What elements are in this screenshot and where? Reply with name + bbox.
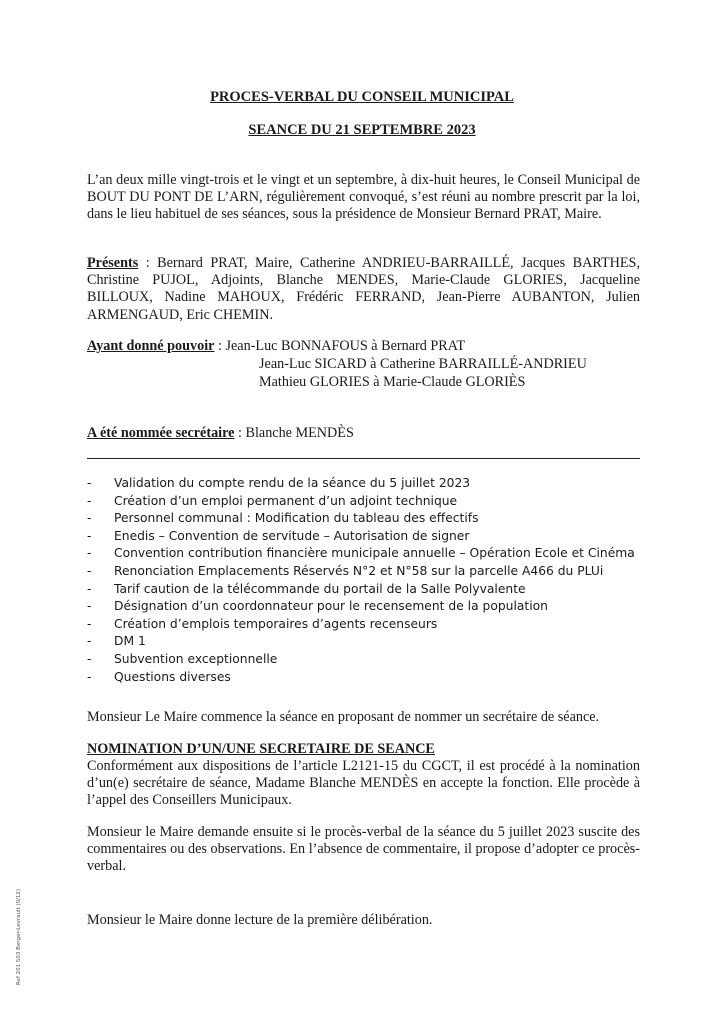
opening-paragraph: Monsieur Le Maire commence la séance en proposant de nommer un secrétaire de séance.	[87, 709, 600, 725]
proxy-first-line	[87, 338, 465, 355]
agenda-item	[87, 475, 647, 493]
agenda-item-text: Création d’un emploi permanent d’un adjoint technique	[114, 493, 458, 508]
agenda-item	[87, 493, 647, 511]
margin-reference: Ref 201 503 Berger-Levrault (0/12)	[16, 888, 22, 985]
agenda-dash: -	[87, 563, 92, 578]
agenda-item	[87, 651, 647, 669]
agenda-item	[87, 563, 647, 581]
agenda-item-text: Désignation d’un coordonnateur pour le recensement de la population	[114, 599, 548, 614]
separator-rule	[87, 458, 640, 459]
secretary-label: A été nommée secrétaire	[87, 425, 235, 441]
proxy-line-2: Jean-Luc SICARD à Catherine BARRAILLÉ-ANDRIEU	[259, 356, 587, 372]
agenda-dash: -	[87, 616, 92, 631]
agenda-dash: -	[87, 599, 92, 614]
agenda-item-text: Questions diverses	[114, 669, 231, 684]
agenda-item	[87, 598, 647, 616]
presents-label: Présents	[87, 255, 139, 271]
secretary-line	[87, 425, 354, 442]
agenda-item-text: Renonciation Emplacements Réservés N°2 et N°58 sur la parcelle A466 du PLUi	[114, 563, 604, 578]
proxy-line-3: Mathieu GLORIES à Marie-Claude GLORIÈS	[259, 374, 526, 390]
secretary-text: : Blanche MENDÈS	[234, 425, 354, 441]
agenda-item-text: Création d’emplois temporaires d’agents recenseurs	[114, 616, 438, 631]
nomination-paragraph: Conformément aux dispositions de l’article L2121-15 du CGCT, il est procédé à la nomination d’un(e) secrétaire de séance, Madame Blanche MENDÈS en accepte la fonction. Elle procède à l’appel des Conseillers Municipaux.	[87, 758, 640, 809]
agenda-dash: -	[87, 546, 92, 561]
agenda-dash: -	[87, 476, 92, 490]
presents-paragraph	[87, 255, 640, 324]
nomination-heading: NOMINATION D’UN/UNE SECRETAIRE DE SEANCE	[87, 741, 435, 757]
session-date-title: SEANCE DU 21 SEPTEMBRE 2023	[248, 122, 476, 138]
agenda-dash: -	[87, 651, 92, 666]
agenda-item-text: Subvention exceptionnelle	[114, 651, 278, 666]
agenda-item	[87, 545, 647, 563]
proxy-line-1: : Jean-Luc BONNAFOUS à Bernard PRAT	[214, 338, 466, 354]
presents-text: : Bernard PRAT, Maire, Catherine ANDRIEU-BARRAILLÉ, Jacques BARTHES, Christine PUJOL, Adjoints, Blanche MENDES, Marie-Claude GLORIES, Jacqueline BILLOUX, Nadine MAHOUX, Frédéric FERRAND, Jean-Pierre AUBANTON, Julien ARMENGAUD, Eric CHEMIN.	[87, 255, 640, 323]
document-title: PROCES-VERBAL DU CONSEIL MUNICIPAL	[210, 89, 514, 105]
agenda-item-text: Personnel communal : Modification du tableau des effectifs	[114, 511, 479, 526]
proxy-label: Ayant donné pouvoir	[87, 338, 215, 354]
lecture-paragraph: Monsieur le Maire donne lecture de la première délibération.	[87, 912, 433, 928]
agenda-dash: -	[87, 511, 92, 526]
agenda-dash: -	[87, 669, 92, 684]
agenda-item-text: Convention contribution financière municipale annuelle – Opération Ecole et Cinéma	[114, 546, 635, 561]
agenda-item	[87, 669, 647, 687]
intro-paragraph: L’an deux mille vingt-trois et le vingt et un septembre, à dix-huit heures, le Conseil Municipal de BOUT DU PONT DE L’ARN, régulièrement convoqué, s’est réuni au nombre prescrit par la loi, dans le lieu habituel de ses séances, sous la présidence de Monsieur Bernard PRAT, Maire.	[87, 172, 640, 223]
agenda-item-text: Enedis – Convention de servitude – Autorisation de signer	[114, 528, 470, 543]
agenda-item-text: DM 1	[114, 634, 146, 649]
agenda-item	[87, 581, 647, 599]
agenda-list	[87, 475, 647, 686]
agenda-item-text: Validation du compte rendu de la séance du 5 juillet 2023	[114, 476, 471, 490]
agenda-dash: -	[87, 634, 92, 649]
agenda-item	[87, 633, 647, 651]
agenda-dash: -	[87, 581, 92, 596]
agenda-dash: -	[87, 493, 92, 508]
agenda-item-text: Tarif caution de la télécommande du portail de la Salle Polyvalente	[114, 581, 526, 596]
agenda-item	[87, 528, 647, 546]
agenda-item	[87, 510, 647, 528]
pv-approval-paragraph: Monsieur le Maire demande ensuite si le procès-verbal de la séance du 5 juillet 2023 suscite des commentaires ou des observations. En l’absence de commentaire, il propose d’adopter ce procès-verbal.	[87, 824, 640, 875]
agenda-dash: -	[87, 528, 92, 543]
agenda-item	[87, 616, 647, 634]
